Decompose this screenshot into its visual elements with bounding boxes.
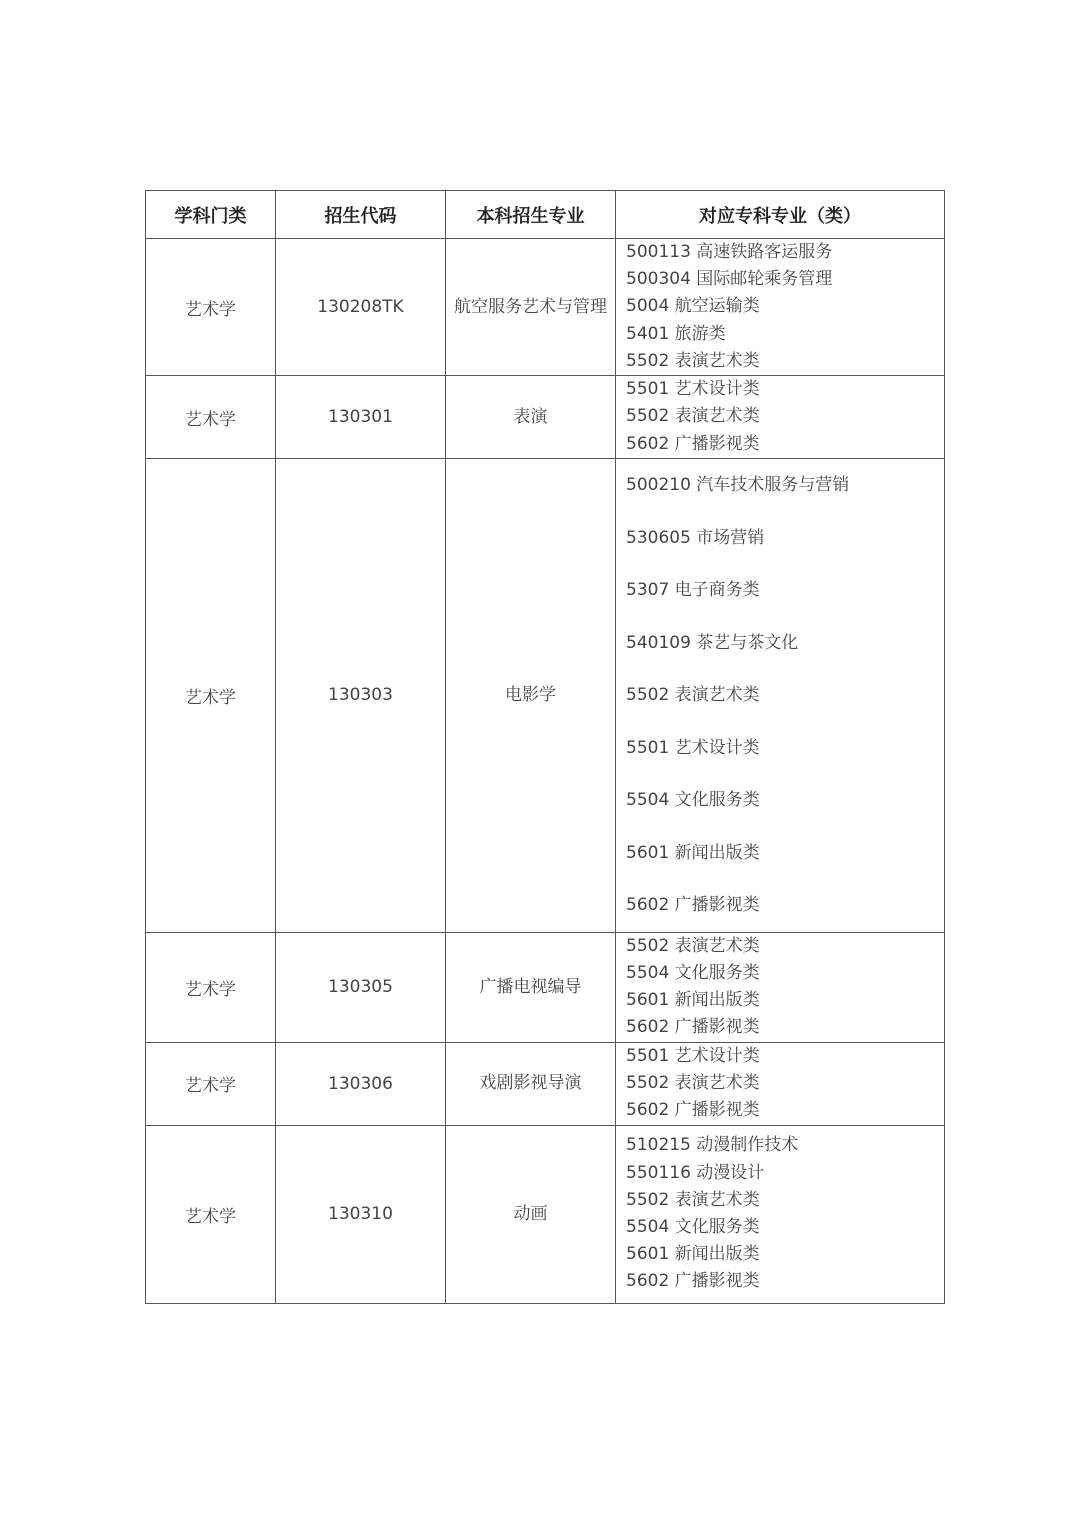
table-row [146, 1042, 945, 1125]
specialty-item: 5601 新闻出版类 [626, 842, 760, 863]
specialties-cell [616, 932, 945, 1042]
header-major: 本科招生专业 [446, 191, 616, 239]
specialty-item: 5307 电子商务类 [626, 580, 760, 600]
specialty-item: 510215 动漫制作技术 [626, 1135, 799, 1156]
major-cell [446, 239, 616, 376]
specialty-item: 5504 文化服务类 [626, 962, 760, 983]
specialty-item: 5602 广播影视类 [626, 433, 760, 454]
specialty-item: 5602 广播影视类 [626, 1017, 760, 1038]
specialty-item: 5502 表演艺术类 [626, 935, 760, 956]
specialty-item: 5504 文化服务类 [626, 1217, 760, 1237]
code-cell: 130305 [276, 932, 446, 1042]
table-row [146, 239, 945, 376]
specialty-item: 5502 表演艺术类 [626, 685, 760, 705]
major-cell [446, 376, 616, 459]
major-text: 表演 [513, 406, 548, 427]
major-text: 动画 [513, 1203, 548, 1224]
major-text: 电影学 [505, 684, 556, 705]
specialty-item: 5501 艺术设计类 [626, 379, 760, 400]
category-cell: 艺术学 [146, 459, 276, 933]
major-text: 广播电视编导 [479, 976, 582, 997]
specialty-item: 550116 动漫设计 [626, 1162, 765, 1183]
specialties-cell [616, 376, 945, 459]
specialty-item: 5502 表演艺术类 [626, 1072, 760, 1093]
category-cell: 艺术学 [146, 932, 276, 1042]
specialty-item: 5504 文化服务类 [626, 790, 760, 810]
header-code: 招生代码 [276, 191, 446, 239]
specialty-item: 5602 广播影视类 [626, 1271, 760, 1292]
specialty-item: 5401 旅游类 [626, 323, 726, 344]
category-cell: 艺术学 [146, 239, 276, 376]
code-cell: 130306 [276, 1042, 446, 1125]
category-cell: 艺术学 [146, 1125, 276, 1303]
specialty-item: 5601 新闻出版类 [626, 1244, 760, 1265]
specialty-item: 5502 表演艺术类 [626, 406, 760, 427]
specialty-item: 5004 航空运输类 [626, 296, 760, 317]
specialties-cell [616, 459, 945, 933]
major-mapping-table [145, 190, 945, 1304]
header-specialties: 对应专科专业（类） [616, 191, 945, 239]
major-text: 戏剧影视导演 [479, 1073, 582, 1093]
table-row [146, 1125, 945, 1303]
table-row [146, 932, 945, 1042]
specialty-item: 5602 广播影视类 [626, 895, 760, 915]
major-cell [446, 932, 616, 1042]
table-row [146, 459, 945, 933]
specialty-item: 5501 艺术设计类 [626, 1045, 760, 1066]
specialties-cell [616, 1042, 945, 1125]
specialties-cell [616, 1125, 945, 1303]
specialty-item: 530605 市场营销 [626, 527, 765, 548]
major-text: 航空服务艺术与管理 [454, 296, 607, 317]
specialty-item: 5602 广播影视类 [626, 1100, 760, 1121]
table-header-row [146, 191, 945, 239]
code-cell: 130310 [276, 1125, 446, 1303]
code-cell: 130208TK [276, 239, 446, 376]
specialty-item: 500113 高速铁路客运服务 [626, 242, 833, 263]
specialty-item: 5501 艺术设计类 [626, 737, 760, 758]
specialty-item: 540109 茶艺与茶文化 [626, 632, 799, 653]
category-cell: 艺术学 [146, 376, 276, 459]
major-cell [446, 1125, 616, 1303]
major-cell [446, 459, 616, 933]
specialty-item: 500304 国际邮轮乘务管理 [626, 269, 833, 290]
table-row [146, 376, 945, 459]
major-cell [446, 1042, 616, 1125]
category-cell: 艺术学 [146, 1042, 276, 1125]
specialty-item: 5601 新闻出版类 [626, 990, 760, 1010]
specialties-cell [616, 239, 945, 376]
specialty-item: 5502 表演艺术类 [626, 350, 760, 371]
header-category: 学科门类 [146, 191, 276, 239]
code-cell: 130301 [276, 376, 446, 459]
specialty-item: 5502 表演艺术类 [626, 1189, 760, 1210]
specialty-item: 500210 汽车技术服务与营销 [626, 475, 850, 495]
code-cell: 130303 [276, 459, 446, 933]
